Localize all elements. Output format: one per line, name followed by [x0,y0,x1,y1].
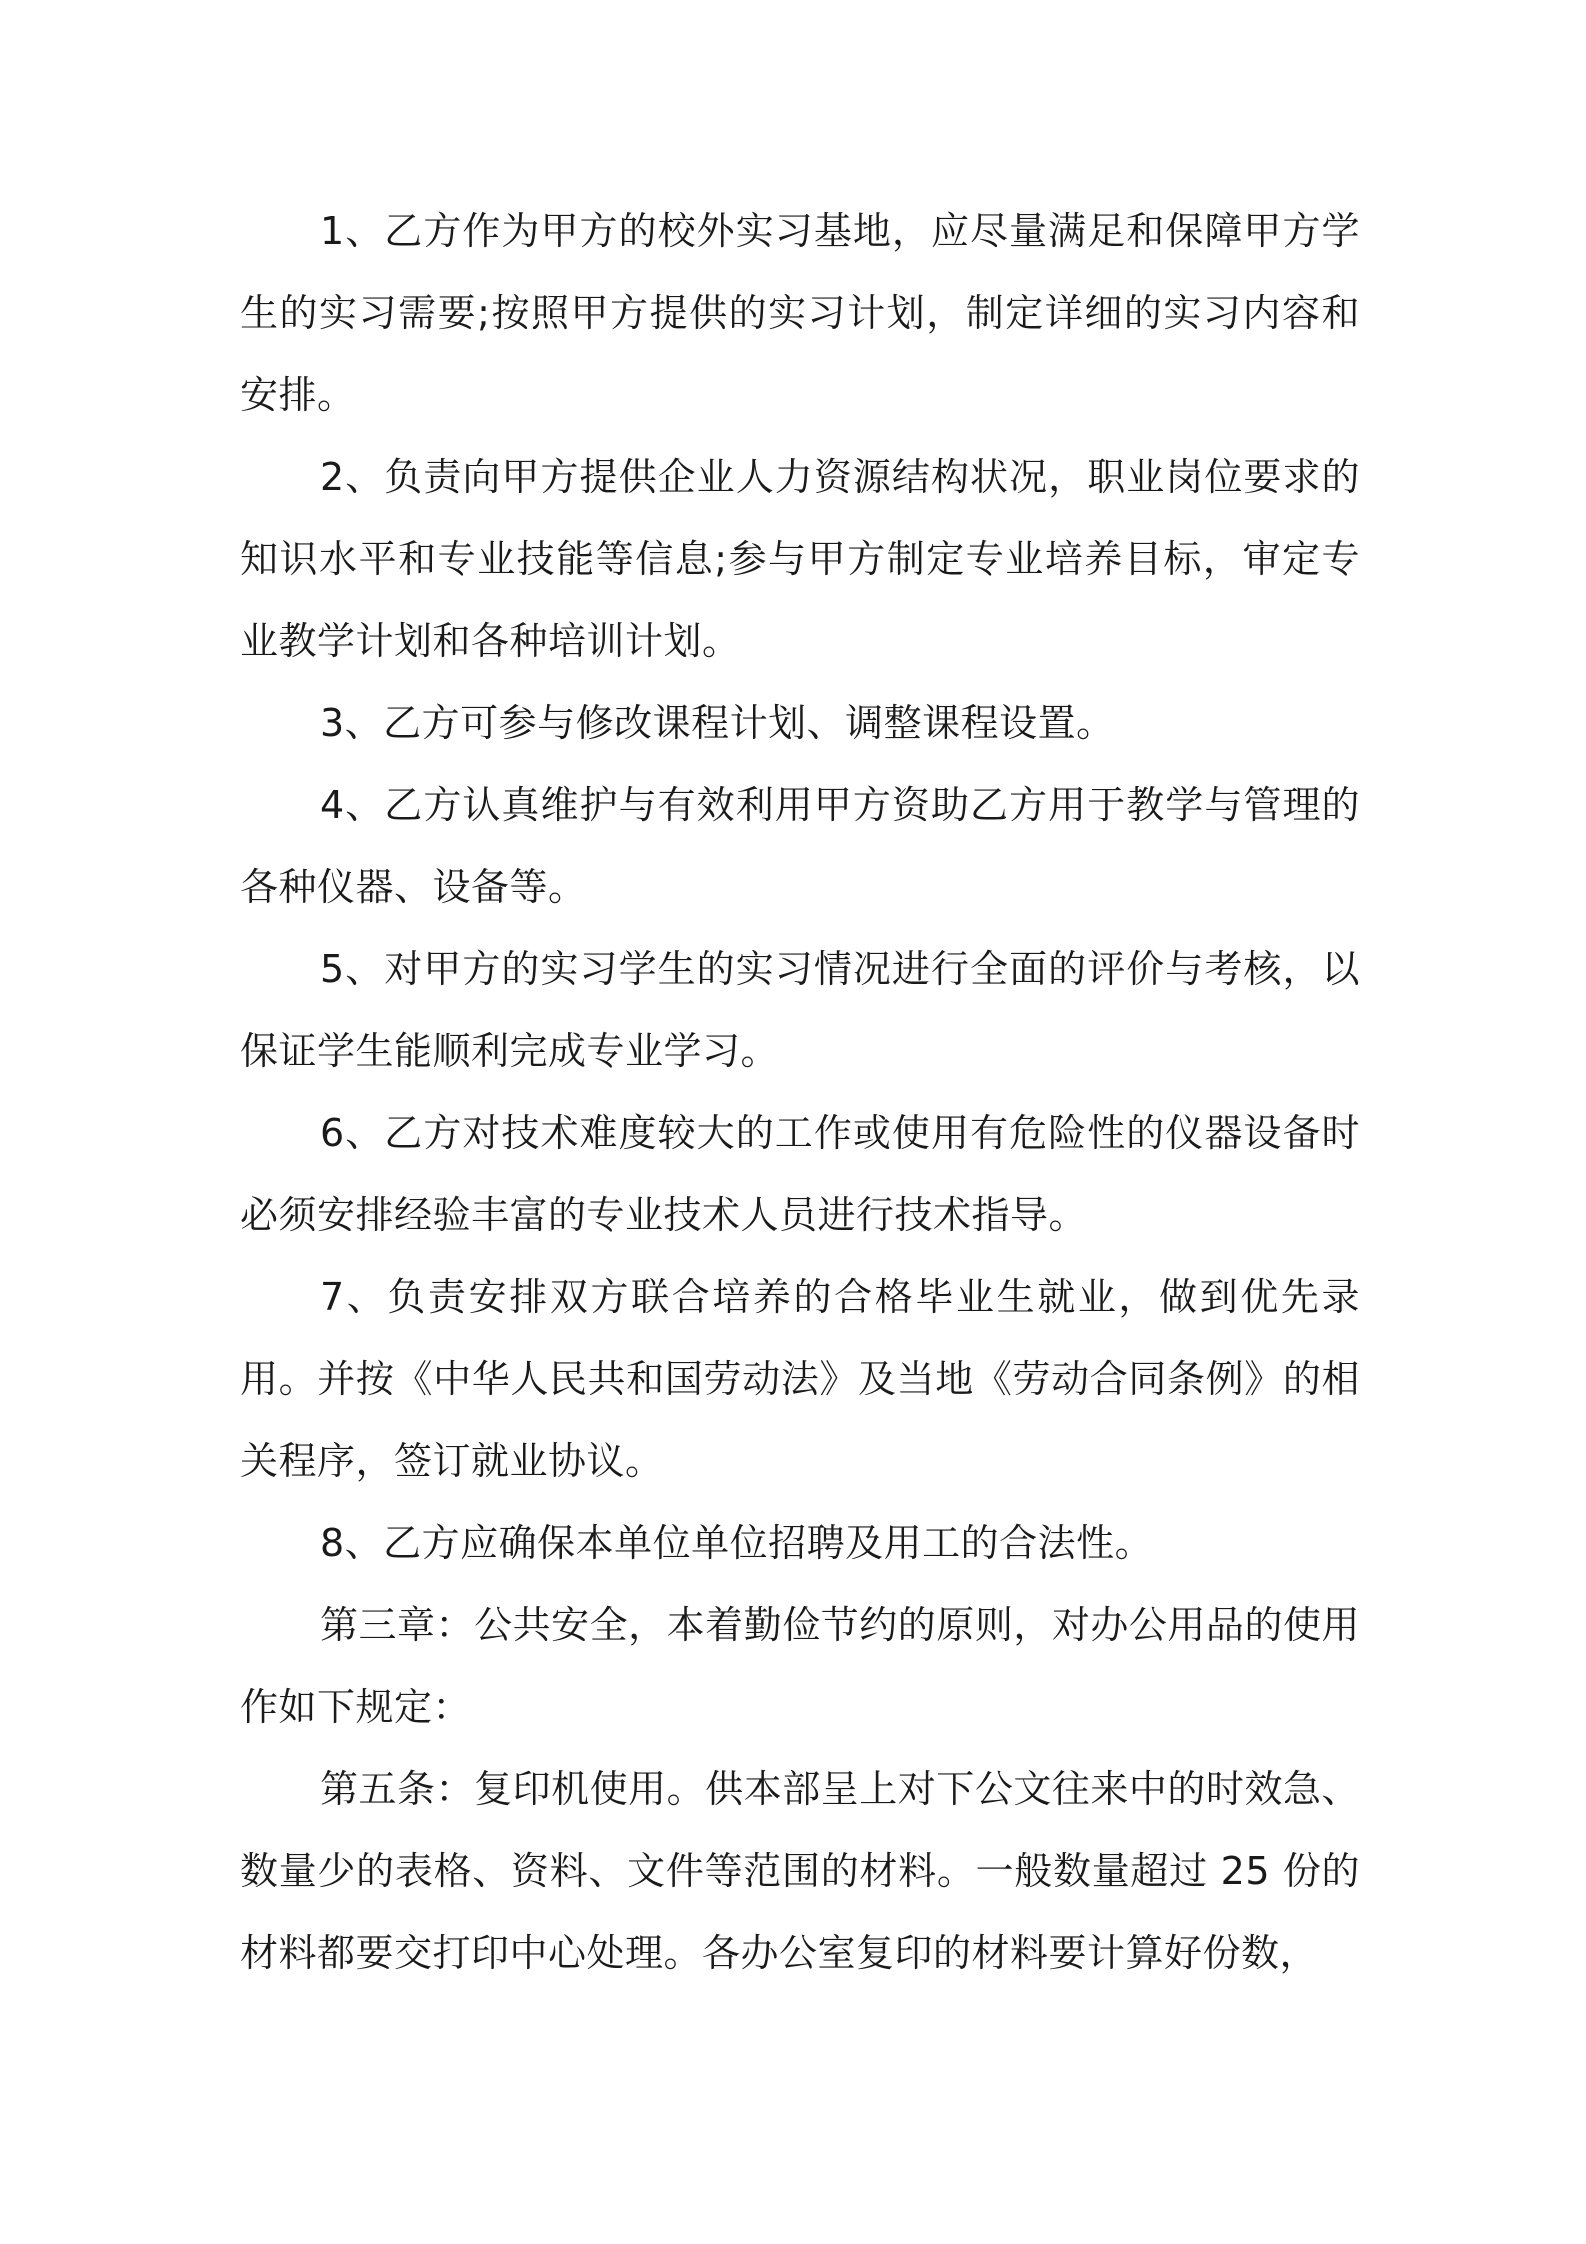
paragraph-6: 6、乙方对技术难度较大的工作或使用有危险性的仪器设备时必须安排经验丰富的专业技术人员进行技术指导。 [240,1111,1360,1237]
article-five-paragraph: 第五条：复印机使用。供本部呈上对下公文往来中的时效急、数量少的表格、资料、文件等范围的材料。一般数量超过 25 份的材料都要交打印中心处理。各办公室复印的材料要计算好份数， [240,1767,1360,1975]
paragraph-4: 4、乙方认真维护与有效利用甲方资助乙方用于教学与管理的各种仪器、设备等。 [240,783,1360,909]
paragraph-2: 2、负责向甲方提供企业人力资源结构状况，职业岗位要求的知识水平和专业技能等信息;参与甲方制定专业培养目标，审定专业教学计划和各种培训计划。 [240,455,1360,663]
paragraph-1: 1、乙方作为甲方的校外实习基地，应尽量满足和保障甲方学生的实习需要;按照甲方提供的实习计划，制定详细的实习内容和安排。 [240,209,1360,417]
paragraph-5: 5、对甲方的实习学生的实习情况进行全面的评价与考核，以保证学生能顺利完成专业学习。 [240,947,1360,1073]
paragraph-8: 8、乙方应确保本单位单位招聘及用工的合法性。 [320,1521,1154,1565]
chapter-three-heading: 第三章：公共安全，本着勤俭节约的原则，对办公用品的使用作如下规定： [240,1603,1360,1729]
paragraph-3: 3、乙方可参与修改课程计划、调整课程设置。 [320,701,1115,745]
paragraph-7: 7、负责安排双方联合培养的合格毕业生就业，做到优先录用。并按《中华人民共和国劳动法》及当地《劳动合同条例》的相关程序，签订就业协议。 [240,1275,1360,1483]
document-body [240,190,1360,1994]
